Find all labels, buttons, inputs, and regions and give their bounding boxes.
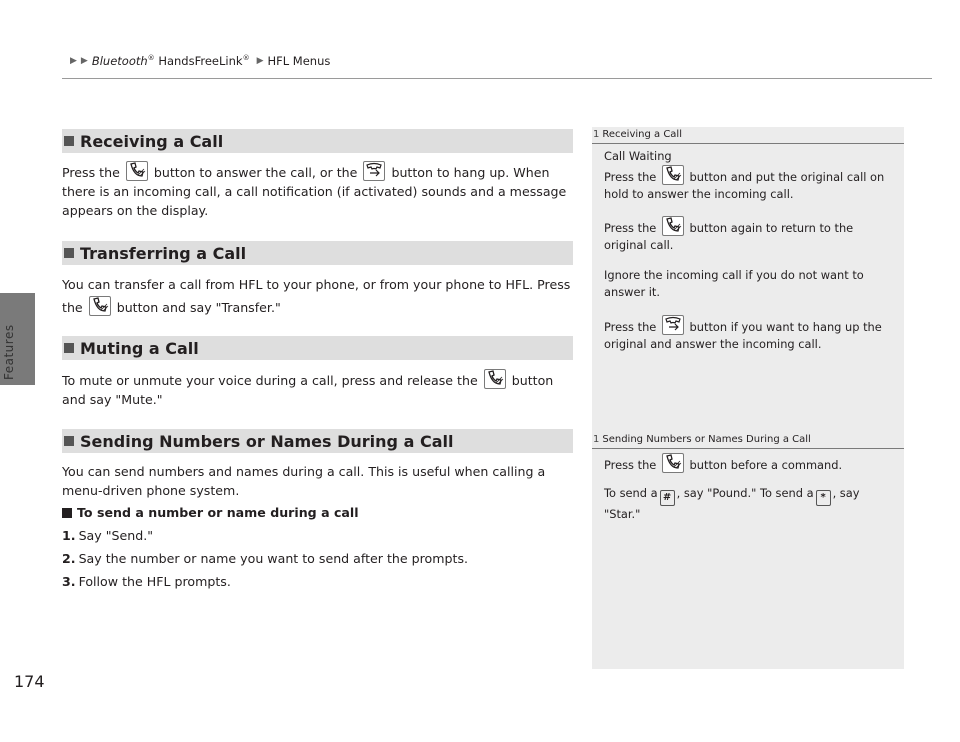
breadcrumb-arrow-icon: ▶ xyxy=(256,56,264,66)
transferring-paragraph: You can transfer a call from HFL to your phone, or from your phone to HFL. Press the button and say "Transfer." xyxy=(62,277,571,315)
side-label: Features xyxy=(2,324,16,380)
step-item: 2. Say the number or name you want to send after the prompts. xyxy=(62,551,469,566)
hang-up-phone-icon xyxy=(363,161,385,181)
section-heading-receiving xyxy=(62,129,573,153)
pick-up-phone-icon xyxy=(484,369,506,389)
heading-square-icon xyxy=(64,436,74,446)
note-receiving-p1: Press the button and put the original call on hold to answer the incoming call. xyxy=(604,165,894,203)
breadcrumb xyxy=(70,54,337,68)
sending-subheading: To send a number or name during a call xyxy=(62,505,359,520)
note-heading-receiving: 1 Receiving a Call xyxy=(592,129,904,144)
pick-up-phone-icon xyxy=(126,161,148,181)
note-sending-p1: Press the button before a command. xyxy=(604,453,894,474)
section-heading-sending xyxy=(62,429,573,453)
muting-paragraph: To mute or unmute your voice during a call, press and release the button and say "Mute." xyxy=(62,369,574,409)
sending-heading: Sending Numbers or Names During a Call xyxy=(80,431,454,451)
subheading-square-icon xyxy=(62,508,72,518)
transferring-heading: Transferring a Call xyxy=(80,243,247,263)
heading-square-icon xyxy=(64,343,74,353)
section-heading-muting xyxy=(62,336,573,360)
pick-up-phone-icon xyxy=(89,296,111,316)
breadcrumb-arrow-icon: ▶ xyxy=(80,56,88,66)
sending-intro: You can send numbers and names during a call. This is useful when calling a menu-driven phone system. xyxy=(62,464,546,498)
page-number: 174 xyxy=(14,672,45,691)
step-item: 1. Say "Send." xyxy=(62,528,154,543)
section-heading-transferring xyxy=(62,241,573,265)
receiving-heading: Receiving a Call xyxy=(80,131,224,151)
pound-key-icon: # xyxy=(660,490,675,506)
step-item: 3. Follow the HFL prompts. xyxy=(62,574,231,589)
note-heading-sending: 1 Sending Numbers or Names During a Call xyxy=(592,434,904,449)
notes-sidebar xyxy=(592,127,904,669)
heading-square-icon xyxy=(64,248,74,258)
pick-up-phone-icon xyxy=(662,453,684,473)
pick-up-phone-icon xyxy=(662,216,684,236)
header-rule xyxy=(62,78,932,79)
receiving-paragraph: Press the button to answer the call, or the button to hang up. When there is an incoming call, a call notification (if activated) sounds and a message appears on the display. xyxy=(62,161,574,220)
note-receiving-p2: Press the button again to return to the original call. xyxy=(604,216,894,254)
note-call-waiting: Call Waiting xyxy=(604,149,672,163)
pick-up-phone-icon xyxy=(662,165,684,185)
note-sending-p2: To send a # , say "Pound." To send a * , say "Star." xyxy=(604,486,860,521)
note-receiving-p4: Press the button if you want to hang up the original and answer the incoming call. xyxy=(604,315,894,353)
heading-square-icon xyxy=(64,136,74,146)
star-key-icon: * xyxy=(816,490,831,506)
muting-heading: Muting a Call xyxy=(80,338,199,358)
note-receiving-p3: Ignore the incoming call if you do not want to answer it. xyxy=(604,268,864,299)
breadcrumb-item-hfl-menus: HFL Menus xyxy=(267,54,331,68)
hang-up-phone-icon xyxy=(662,315,684,335)
breadcrumb-item-bluetooth: Bluetooth® HandsFreeLink® xyxy=(91,54,250,68)
breadcrumb-arrow-icon: ▶ xyxy=(70,56,77,66)
